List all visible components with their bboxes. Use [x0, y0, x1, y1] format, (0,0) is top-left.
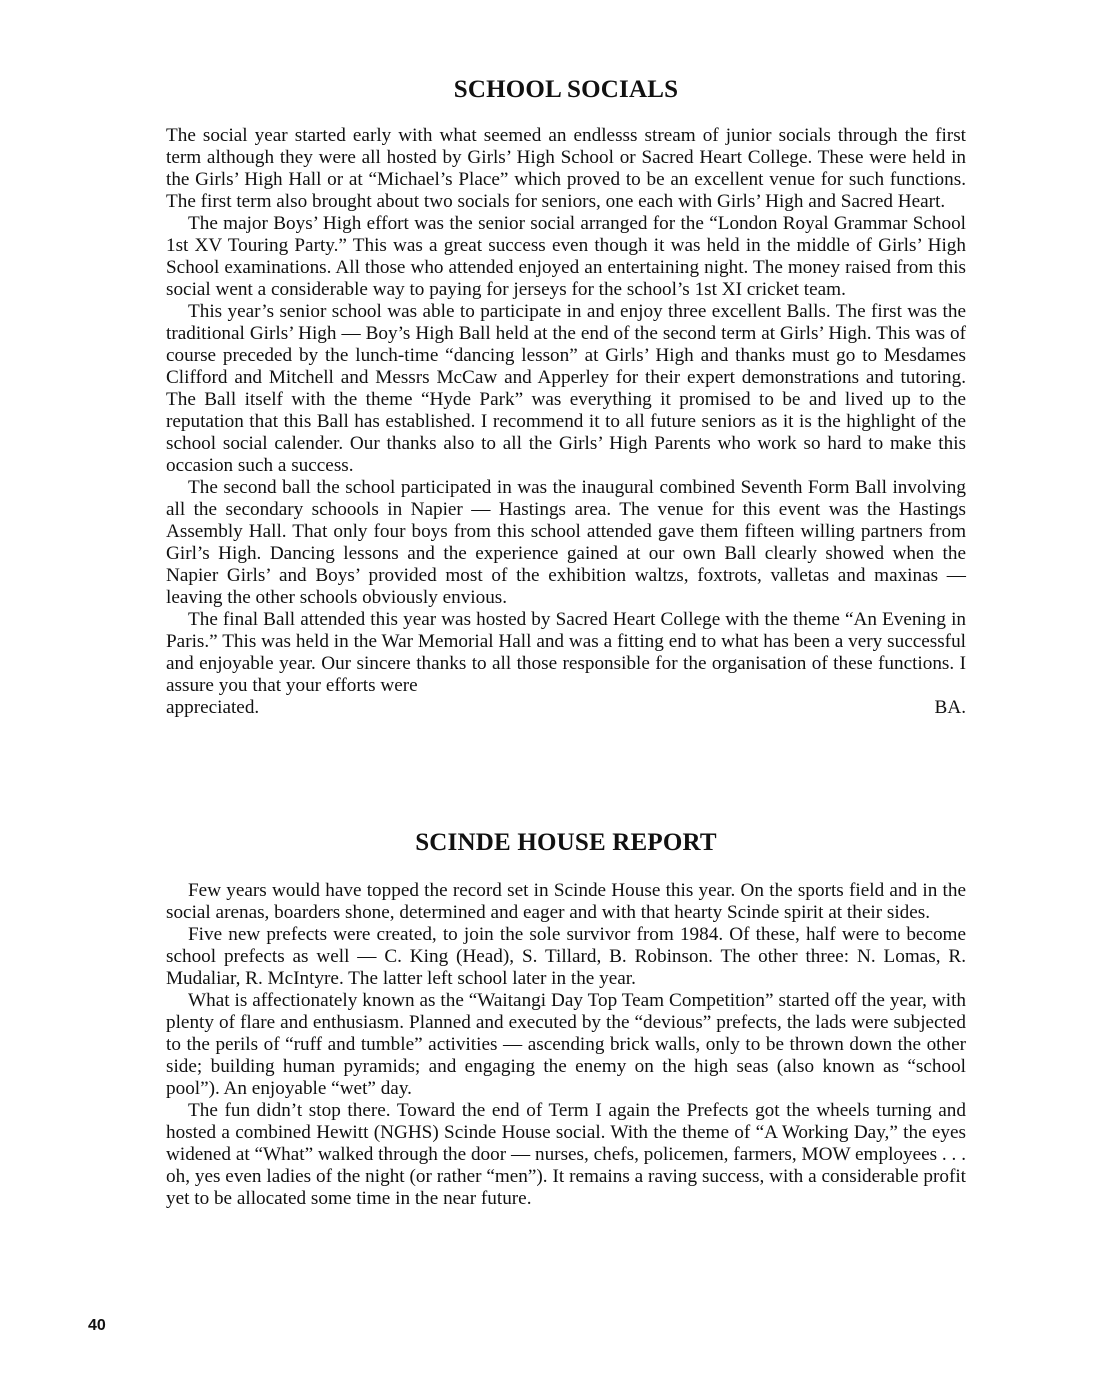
school-socials-paragraph-4: The second ball the school participated in was the inaugural combined Seventh Form Ball involving all the secondary schoools in Napier — Hastings area. The venue for this event was the Hastings Assembly Hall. That only four boys from this school attended gave them fifteen willing partners from Girl’s High. Dancing lessons and the experience gained at our own Ball clearly showed when the Napier Girls’ and Boys’ provided most of the exhibition waltzs, foxtrots, valletas and maxinas — leaving the other schools obviously envious. [166, 477, 966, 608]
school-socials-paragraph-2: The major Boys’ High effort was the senior social arranged for the “London Royal Grammar School 1st XV Touring Party.” This was a great success even though it was held in the middle of Girls’ High School examinations. All those who attended enjoyed an entertaining night. The money raised from this social went a considerable way to paying for jerseys for the school’s 1st XI cricket team. [166, 213, 966, 300]
school-socials-paragraph-1: The social year started early with what seemed an endlesss stream of junior socials through the first term although they were all hosted by Girls’ High School or Sacred Heart College. These were held in the Girls’ High Hall or at “Michael’s Place” which proved to be an excellent venue for such functions. The first term also brought about two socials for seniors, one each with Girls’ High and Sacred Heart. [166, 125, 966, 212]
scinde-house-paragraph-1: Few years would have topped the record set in Scinde House this year. On the sports field and in the social arenas, boarders shone, determined and eager and with that hearty Scinde spirit at their sides. [166, 880, 966, 923]
school-socials-paragraph-5: The final Ball attended this year was hosted by Sacred Heart College with the theme “An Evening in Paris.” This was held in the War Memorial Hall and was a fitting end to what has been a very successful and enjoyable year. Our sincere thanks to all those responsible for the organisation of these functions. I assure you that your efforts were [166, 609, 966, 696]
scinde-house-report-body [166, 880, 966, 1210]
school-socials-title: SCHOOL SOCIALS [453, 76, 679, 103]
closing-word: appreciated. [166, 697, 260, 718]
page-number: 40 [88, 1317, 106, 1334]
school-socials-body [166, 125, 966, 719]
school-socials-paragraph-3: This year’s senior school was able to participate in and enjoy three excellent Balls. The first was the traditional Girls’ High — Boy’s High Ball held at the end of the second term at Girls’ High. This was of course preceded by the lunch-time “dancing lesson” at Girls’ High and thanks must go to Mesdames Clifford and Mitchell and Messrs McCaw and Apperley for their expert demonstrations and tutoring. The Ball itself with the theme “Hyde Park” was everything it promised to be and lived up to the reputation that this Ball has established. I recommend it to all future seniors as it is the highlight of the school social calender. Our thanks also to all the Girls’ High Parents who work so hard to make this occasion such a success. [166, 301, 966, 476]
scinde-house-paragraph-4: The fun didn’t stop there. Toward the end of Term I again the Prefects got the wheels turning and hosted a combined Hewitt (NGHS) Scinde House social. With the theme of “A Working Day,” the eyes widened at “What” walked through the door — nurses, chefs, policemen, farmers, MOW employees . . . oh, yes even ladies of the night (or rather “men”). It remains a raving success, with a considerable profit yet to be allocated some time in the near future. [166, 1100, 966, 1209]
scinde-house-paragraph-2: Five new prefects were created, to join the sole survivor from 1984. Of these, half were to become school prefects as well — C. King (Head), S. Tillard, B. Robinson. The other three: N. Lomas, R. Mudaliar, R. McIntyre. The latter left school later in the year. [166, 924, 966, 989]
school-socials-closing-line [166, 697, 966, 719]
author-signature: BA. [934, 697, 966, 718]
scinde-house-report-title: SCINDE HOUSE REPORT [415, 829, 717, 856]
scinde-house-paragraph-3: What is affectionately known as the “Waitangi Day Top Team Competition” started off the year, with plenty of flare and enthusiasm. Planned and executed by the “devious” prefects, the lads were subjected to the perils of “ruff and tumble” activities — ascending brick walls, only to be thrown down the other side; building human pyramids; and engaging the enemy on the high seas (also known as “school pool”). An enjoyable “wet” day. [166, 990, 966, 1099]
